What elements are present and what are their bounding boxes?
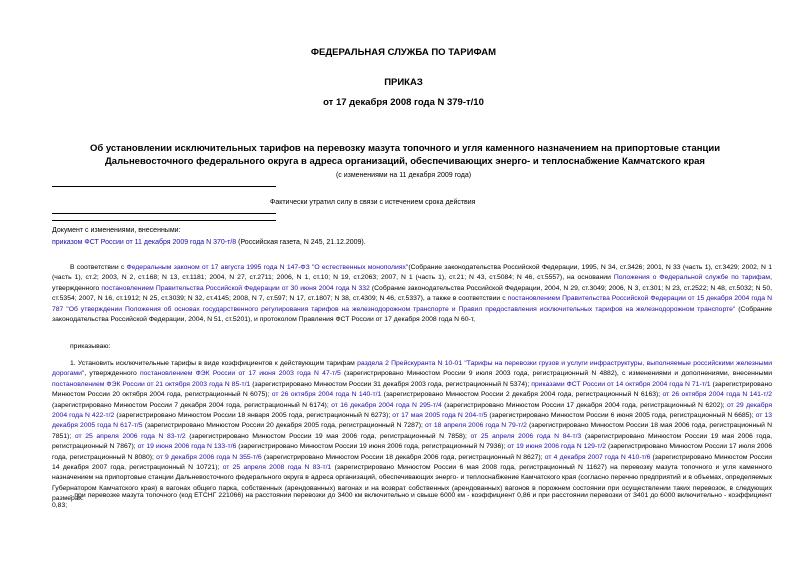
paragraph-basis: В соответствии с Федеральным законом от 17 августа 1995 года N 147-ФЗ "О естественных монополиях"(Собрание законодательства Российской Федерации, 1995, N 34, ст.3426; 2001, N 33 (часть 1), ст.3429; 2002, N 1 (часть 1), ст.2; 2003, N 2, ст.168; N 13, ст.1181; 2004, N 27, ст.2711; 2006, N 1, ст.10; N 19, ст.2063; 2007, N 1 (часть 1), ст.21; N 43, ст.5084; N 46, ст.5557), на основании Положения о Федеральной службе по тарифам, утвержденного постановлением Правительства Российской Федерации от 30 июня 2004 года N 332 (Собрание законодательства Российской Федерации, 2004, N 29, ст.3049; 2006, N 3, ст.301; N 23, ст.2522; N 48, ст.5032; N 50, ст.5354; 2007, N 16, ст.1912; N 25, ст.3039; N 32, ст.4145; 2008, N 7, ст.597; N 17, ст.1807; N 38, ст.4309; N 46, ст.5337), а также в соответствии с постановлением Правительства Российской Федерации от 15 декабря 2004 года N 787 "Об утверждении Положения об основах государственного регулирования тарифов на железнодорожном транспорте и Правил предоставления исключительных тарифов на железнодорожном транспорте" (Собрание законодательства Российской Федерации, 2004, N 51, ст.5201), и протоколом Правления ФСТ России от 17 декабря 2008 года N 60-т,	[52, 264, 773, 324]
order-link[interactable]: от 4 декабря 2007 года N 410-т/6	[544, 453, 651, 461]
divider	[52, 213, 276, 214]
divider	[52, 220, 276, 221]
document-title: Об установлении исключительных тарифов на перевозку мазута топочного и угля каменного назначением на припортовые станции Дальневосточного федерального округа в адреса организаций, обеспечивающих энерго- и теплоснабжение Камчатского края	[89, 143, 721, 167]
doc-changes-block	[52, 225, 752, 249]
resolution-link[interactable]: постановлением ФЭК России от 21 октября 2003 года N 85-т/1	[52, 380, 251, 388]
order-link[interactable]: от 18 апреля 2006 года N 79-т/2	[425, 422, 527, 430]
paragraph-order: приказываю:	[70, 343, 111, 350]
amendment-source: (Российская газета, N 245, 21.12.2009).	[236, 239, 366, 246]
order-link[interactable]: приказами ФСТ России от 14 октября 2004 года N 71-т/1	[531, 380, 711, 388]
expired-note: Фактически утратил силу в связи с истечением срока действия	[270, 199, 476, 206]
agency-heading: ФЕДЕРАЛЬНАЯ СЛУЖБА ПО ТАРИФАМ	[310, 47, 497, 58]
order-link[interactable]: от 26 октября 2004 года N 140-т/1	[271, 391, 382, 399]
order-link[interactable]: от 19 июня 2006 года N 129-т/2	[507, 443, 606, 451]
paragraph-coefficient: - при перевозке мазута топочного (код ЕТСНГ 221066) на расстоянии перевозки до 3400 км включительно и свыше 6000 км - коэффициент 0,86 и при расстоянии перевозки от 3401 до 6000 включительно - коэффициент 0,83;	[52, 492, 772, 510]
doc-changes-intro: Документ с изменениями, внесенными:	[52, 227, 181, 234]
paragraph-item-1: 1. Установить исключительные тарифы в виде коэффициентов к действующим тарифам раздела 2 Прейскуранта N 10-01 "Тарифы на перевозки грузов и услуги инфраструктуры, выполняемые российскими железными дорогами", утвержденного постановлением ФЭК России от 17 июня 2003 года N 47-т/5 (зарегистрировано Минюстом России 9 июля 2003 года, регистрационный N 4882), с изменениями и дополнениями, внесенными постановлением ФЭК России от 21 октября 2003 года N 85-т/1 (зарегистрировано Минюстом России 31 декабря 2003 года, регистрационный N 5374); приказами ФСТ России от 14 октября 2004 года N 71-т/1 (зарегистрировано Минюстом России 20 октября 2004 года, регистрационный N 6075); от 26 октября 2004 года N 140-т/1 (зарегистрировано Минюстом России 2 декабря 2004 года, регистрационный N 6163); от 26 октября 2004 года N 141-т/2 (зарегистрировано Минюстом России 7 декабря 2004 года, регистрационный N 6174); от 16 декабря 2004 года N 295-т/4 (зарегистрировано Минюстом России 17 декабря 2004 года, регистрационный N 6202); от 29 декабря 2004 года N 422-т/2 (зарегистрировано Минюстом России 18 января 2005 года, регистрационный N 6273); от 17 мая 2005 года N 204-т/5 (зарегистрировано Минюстом России 6 июня 2005 года, регистрационный N 6685); от 13 декабря 2005 года N 617-т/5 (зарегистрировано Минюстом России 20 декабря 2005 года, регистрационный N 7287); от 18 апреля 2006 года N 79-т/2 (зарегистрировано Минюстом России 18 мая 2006 года, регистрационный N 7851); от 25 апреля 2006 года N 83-т/2 (зарегистрировано Минюстом России 19 мая 2006 года, регистрационный N 7858); от 25 апреля 2006 года N 84-т/3 (зарегистрировано Минюстом России 19 мая 2006 года, регистрационный N 7867); от 19 июня 2006 года N 133-т/6 (зарегистрировано Минюстом России 19 июня 2006 года, регистрационный N 7936); от 19 июня 2006 года N 129-т/2 (зарегистрировано Минюстом России 17 июля 2006 года, регистрационный N 8080); от 9 декабря 2006 года N 355-т/6 (зарегистрировано Минюстом России 18 декабря 2006 года, регистрационный N 8627); от 4 декабря 2007 года N 410-т/6 (зарегистрировано Минюстом России 14 декабря 2007 года, регистрационный N 10721); от 25 апреля 2008 года N 83-т/1 (зарегистрировано Минюстом России 6 мая 2008 года, регистрационный N 11627) на перевозку мазута топочного и угля каменного назначением на припортовые станции Дальневосточного федерального округа в адреса организаций, обеспечивающих энерго- и теплоснабжение Камчатского края (согласно перечню предприятий и в объемах, определяемых Губернатором Камчатского края) в вагонах общего парка, собственных (арендованных) вагонах и на возврат собственных (арендованных) вагонов в порожнем состоянии при осуществлении таких перевозок, в следующих размерах:	[52, 360, 773, 503]
order-link[interactable]: от 16 декабря 2004 года N 295-т/4	[331, 401, 442, 409]
law-link[interactable]: Федеральным законом от 17 августа 1995 года N 147-ФЗ "О естественных монополиях"	[126, 264, 409, 271]
order-link[interactable]: от 26 октября 2004 года N 141-т/2	[662, 391, 773, 399]
order-link[interactable]: от 19 июня 2006 года N 133-т/6	[137, 443, 237, 451]
order-link[interactable]: от 13 декабря 2005 года N 617-т/5	[52, 412, 772, 430]
order-link[interactable]: от 25 апреля 2008 года N 83-т/1	[222, 464, 332, 472]
changes-note: (с изменениями на 11 декабря 2009 года)	[335, 172, 472, 179]
regulation-link[interactable]: Положения о Федеральной службе по тарифам	[613, 274, 771, 282]
order-link[interactable]: от 25 апреля 2006 года N 83-т/2	[74, 432, 186, 440]
decree-link[interactable]: постановлением Правительства Российской Федерации от 15 декабря 2004 года N 787 "Об утверждении Положения об основах государственного регулирования тарифов на железнодорожном транспорте и Правил предоставления исключительных тарифов на железнодорожном транспорте"	[52, 295, 772, 313]
date-number-heading: от 17 декабря 2008 года N 379-т/10	[323, 97, 484, 108]
order-link[interactable]: от 9 декабря 2006 года N 355-т/6	[156, 453, 262, 461]
order-link[interactable]: от 17 мая 2005 года N 204-т/5	[392, 412, 488, 420]
order-link[interactable]: от 25 апреля 2006 года N 84-т/3	[470, 432, 582, 440]
order-link[interactable]: от 29 декабря 2004 года N 422-т/2	[52, 401, 772, 420]
resolution-link[interactable]: постановлением ФЭК России от 17 июня 2003 года N 47-т/5	[139, 370, 341, 378]
amendment-link[interactable]: приказом ФСТ России от 11 декабря 2009 года N 370-т/8	[52, 239, 237, 246]
doc-type-heading: ПРИКАЗ	[384, 77, 423, 88]
divider	[52, 186, 276, 187]
price-list-link[interactable]: раздела 2 Прейскуранта N 10-01 "Тарифы на перевозки грузов и услуги инфраструктуры, выполняемые российскими железными дорогами"	[52, 360, 772, 378]
decree-link[interactable]: постановлением Правительства Российской Федерации от 30 июня 2004 года N 332	[101, 284, 370, 292]
